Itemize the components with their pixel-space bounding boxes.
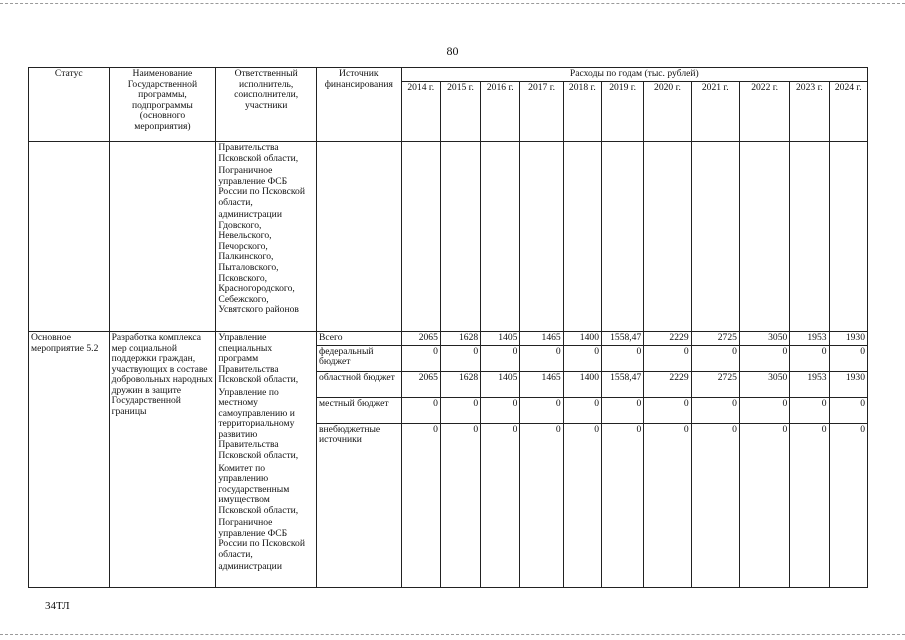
- value-cell: 0: [691, 397, 739, 423]
- source-cell: федеральный бюджет: [317, 345, 402, 371]
- value-cell: 0: [691, 423, 739, 587]
- value-cell: 0: [739, 397, 789, 423]
- year-header: 2020 г.: [644, 82, 691, 142]
- value-cell: 0: [520, 345, 563, 371]
- scan-edge-top: [0, 3, 905, 4]
- entity-text: администрации: [218, 561, 282, 573]
- value-cell: 1953: [790, 371, 829, 397]
- entity-text: администрации Гдовского, Невельского, Печорского, Палкинского, Пыталовского, Псковского, Красногородского, Себежского, Усвятского районов: [218, 209, 299, 316]
- value-cell: 1465: [520, 332, 563, 346]
- value-cell: 1628: [440, 332, 480, 346]
- value-cell: 2229: [644, 332, 691, 346]
- value-cell: 0: [691, 345, 739, 371]
- continuation-responsible: [216, 142, 317, 332]
- value-cell: 1400: [563, 371, 601, 397]
- entity-text: Комитет по управлению государственным имуществом Псковской области,: [218, 462, 299, 516]
- year-header: 2021 г.: [691, 82, 739, 142]
- value-cell: 1628: [440, 371, 480, 397]
- value-cell: 2065: [401, 371, 440, 397]
- value-cell: 0: [401, 423, 440, 587]
- year-header: 2019 г.: [601, 82, 643, 142]
- value-cell: 0: [520, 397, 563, 423]
- entity-text: Пограничное управление ФСБ России по Псковской области,: [218, 165, 305, 208]
- header-responsible: Ответственный исполнитель, соисполнители, участники: [216, 68, 317, 142]
- year-header: 2024 г.: [829, 82, 867, 142]
- value-cell: 1930: [829, 332, 867, 346]
- value-cell: 0: [601, 397, 643, 423]
- event-name: Разработка комплекса мер социальной поддержки граждан, участвующих в составе добровольных народных дружин в защите Государственной границы: [109, 332, 216, 588]
- value-cell: 1405: [481, 332, 520, 346]
- header-source: Источник финансирования: [317, 68, 402, 142]
- value-cell: 1405: [481, 371, 520, 397]
- value-cell: 0: [563, 423, 601, 587]
- event-responsible: [216, 332, 317, 588]
- value-cell: 0: [440, 345, 480, 371]
- continuation-name: [109, 142, 216, 332]
- year-header: 2023 г.: [790, 82, 829, 142]
- value-cell: 2725: [691, 332, 739, 346]
- value-cell: 0: [644, 423, 691, 587]
- value-cell: 0: [829, 397, 867, 423]
- value-cell: 0: [401, 397, 440, 423]
- value-cell: 2725: [691, 371, 739, 397]
- year-header: 2014 г.: [401, 82, 440, 142]
- value-cell: 0: [829, 345, 867, 371]
- value-cell: 0: [401, 345, 440, 371]
- header-expenses: Расходы по годам (тыс. рублей): [401, 68, 867, 82]
- value-cell: 0: [440, 397, 480, 423]
- header-name: Наименование Государственной программы, подпрограммы (основного мероприятия): [109, 68, 216, 142]
- value-cell: 1400: [563, 332, 601, 346]
- value-cell: 2229: [644, 371, 691, 397]
- budget-table: [28, 67, 868, 588]
- value-cell: 0: [563, 345, 601, 371]
- year-header: 2022 г.: [739, 82, 789, 142]
- year-header: 2017 г.: [520, 82, 563, 142]
- value-cell: 0: [481, 423, 520, 587]
- page-number: 80: [446, 44, 459, 58]
- source-cell: местный бюджет: [317, 397, 402, 423]
- value-cell: 0: [644, 397, 691, 423]
- event-status: Основное мероприятие 5.2: [29, 332, 110, 588]
- entity-text: Управление специальных программ Правительства Псковской области,: [218, 332, 299, 386]
- continuation-row: [29, 142, 868, 332]
- header-status: Статус: [29, 68, 110, 142]
- source-cell: Всего: [317, 332, 402, 346]
- source-cell: внебюджетные источники: [317, 423, 402, 587]
- value-cell: 0: [440, 423, 480, 587]
- value-cell: 0: [601, 423, 643, 587]
- value-cell: 1953: [790, 332, 829, 346]
- value-cell: 2065: [401, 332, 440, 346]
- value-cell: 0: [790, 397, 829, 423]
- table-row: [29, 332, 868, 346]
- value-cell: 3050: [739, 332, 789, 346]
- value-cell: 3050: [739, 371, 789, 397]
- value-cell: 0: [739, 345, 789, 371]
- value-cell: 1558,47: [601, 371, 643, 397]
- value-cell: 0: [520, 423, 563, 587]
- value-cell: 0: [601, 345, 643, 371]
- entity-text: Пограничное управление ФСБ России по Псковской области,: [218, 517, 305, 560]
- value-cell: 0: [563, 397, 601, 423]
- year-header: 2016 г.: [481, 82, 520, 142]
- value-cell: 1558,47: [601, 332, 643, 346]
- value-cell: 0: [790, 423, 829, 587]
- value-cell: 0: [644, 345, 691, 371]
- value-cell: 0: [481, 397, 520, 423]
- year-header: 2015 г.: [440, 82, 480, 142]
- value-cell: 0: [481, 345, 520, 371]
- value-cell: 0: [829, 423, 867, 587]
- footer-code: 34ТЛ: [45, 600, 70, 612]
- value-cell: 0: [739, 423, 789, 587]
- source-cell: областной бюджет: [317, 371, 402, 397]
- value-cell: 1465: [520, 371, 563, 397]
- entity-text: Управление по местному самоуправлению и территориальному развитию Правительства Псковской области,: [218, 386, 299, 462]
- value-cell: 0: [790, 345, 829, 371]
- continuation-status: [29, 142, 110, 332]
- value-cell: 1930: [829, 371, 867, 397]
- year-header: 2018 г.: [563, 82, 601, 142]
- scan-edge-bottom: [0, 634, 905, 635]
- entity-text: Правительства Псковской области,: [218, 142, 299, 164]
